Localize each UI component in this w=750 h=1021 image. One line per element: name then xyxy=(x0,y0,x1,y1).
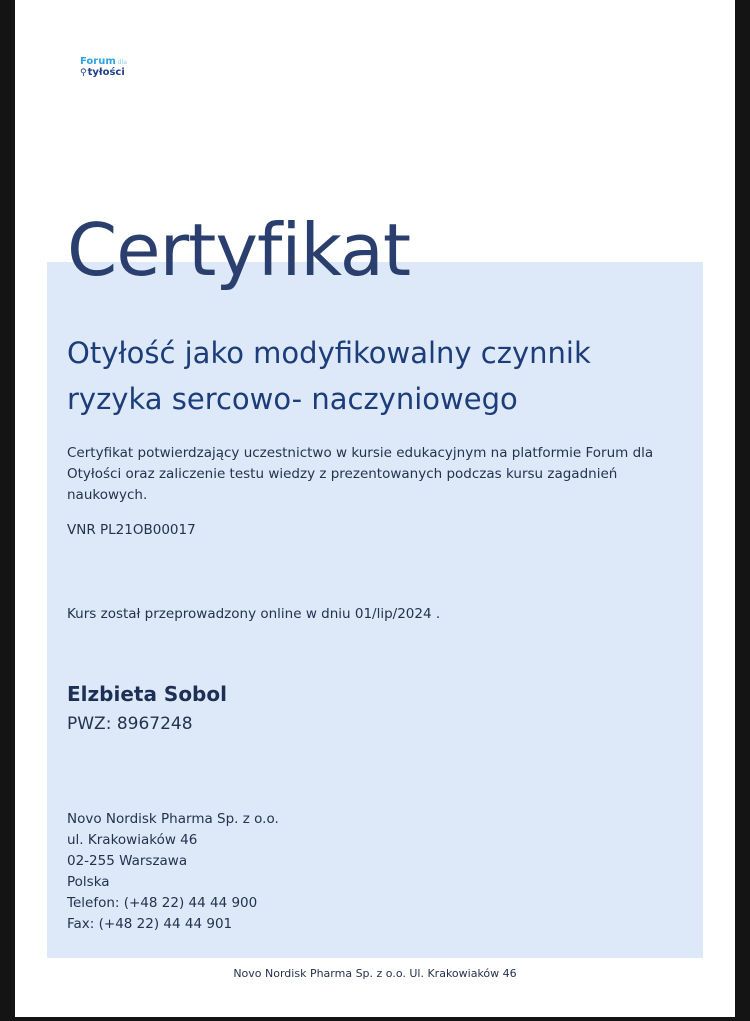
participant-name: Elzbieta Sobol xyxy=(67,682,227,706)
company-address xyxy=(67,809,279,935)
address-phone: Telefon: (+48 22) 44 44 900 xyxy=(67,895,258,911)
course-date-text: Kurs został przeprowadzony online w dniu 01/lip/2024 . xyxy=(67,606,441,622)
address-company: Novo Nordisk Pharma Sp. z o.o. xyxy=(67,811,279,827)
address-fax: Fax: (+48 22) 44 44 901 xyxy=(67,916,233,932)
course-title: Otyłość jako modyfikowalny czynnik ryzyka sercowo- naczyniowego xyxy=(67,336,591,416)
vnr-number: VNR PL21OB00017 xyxy=(67,522,196,538)
logo-mark-icon: ⚲ xyxy=(80,67,87,78)
page-title: Certyfikat xyxy=(67,208,411,292)
certificate-description: Certyfikat potwierdzający uczestnictwo w kursie edukacyjnym na platformie Forum dla Otyłości oraz zaliczenie testu wiedzy z prezentowanych podczas kursu zagadnień naukowych. xyxy=(67,445,654,503)
address-city: 02-255 Warszawa xyxy=(67,853,188,869)
address-country: Polska xyxy=(67,874,110,890)
address-street: ul. Krakowiaków 46 xyxy=(67,832,198,848)
forum-dla-otylosci-logo xyxy=(80,57,150,83)
logo-line2: ⚲ tyłości xyxy=(80,67,125,78)
certificate-page xyxy=(15,0,735,1017)
logo-line1: Forum dla xyxy=(80,56,127,67)
pwz-number: PWZ: 8967248 xyxy=(67,714,193,734)
page-footer: Novo Nordisk Pharma Sp. z o.o. Ul. Krakowiaków 46 xyxy=(233,967,517,980)
